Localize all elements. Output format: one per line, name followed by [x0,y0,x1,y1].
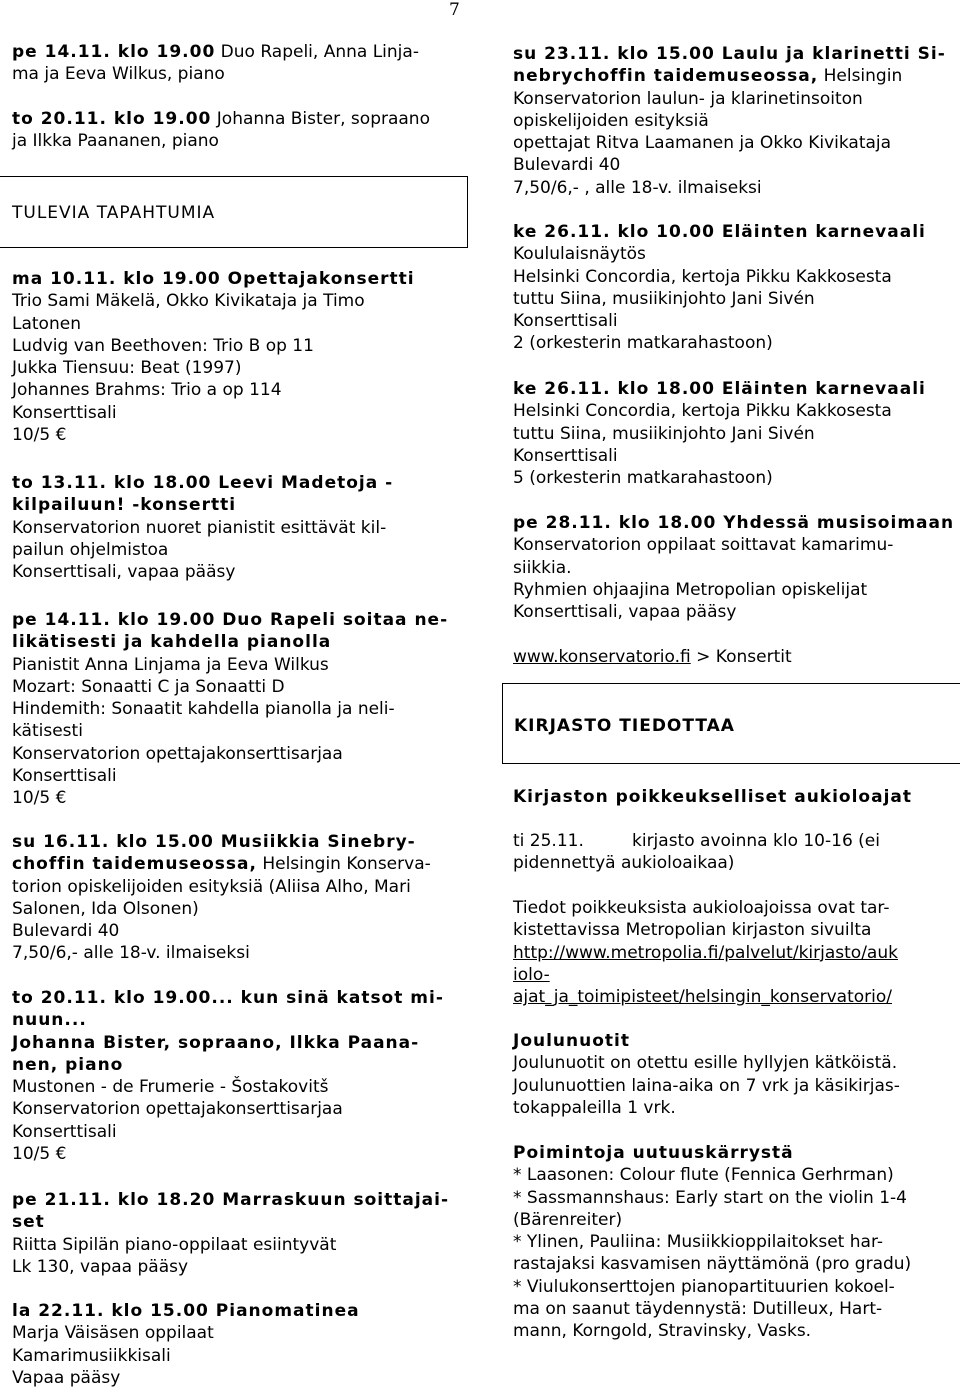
library-hours-title [513,786,912,808]
event-line: Riitta Sipilän piano-oppilaat esiintyvät [12,1234,337,1255]
event-line: Jukka Tiensuu: Beat (1997) [12,358,242,379]
event-line: Konservatorion laulun- ja klarinetinsoiton [513,88,863,109]
event-duo-rapeli [12,609,448,810]
event-title: la 22.11. klo 15.00 Pianomatinea [12,1301,360,1321]
event-venue: Konserttisali [12,402,117,423]
event-title: ke 26.11. klo 18.00 Eläinten karnevaali [513,379,926,399]
new-item: * Ylinen, Pauliina: Musiikkioppilaitokset har- [513,1232,883,1253]
joulunuotit [513,1030,900,1119]
upcoming-events-box [0,176,468,248]
joulu-text: tokappaleilla 1 vrk. [513,1097,676,1118]
event-line: Lk 130, vapaa pääsy [12,1256,189,1277]
event-price: 2 (orkesterin matkarahastoon) [513,333,773,354]
event-line: torion opiskelijoiden esityksiä (Aliisa Alho, Mari [12,876,411,897]
page-number: 7 [449,0,460,20]
intro-text-4: ja Ilkka Paananen, piano [12,130,219,151]
new-item: * Sassmannshaus: Early start on the violin 1-4 [513,1187,907,1208]
event-opettajakonsertti [12,268,415,446]
event-title: to 20.11. klo 19.00... kun sinä katsot mi- [12,988,444,1008]
new-item: * Viulukonserttojen pianopartituurien kokoel- [513,1276,895,1297]
event-line: kätisesti [12,721,83,742]
event-laulu-klarinetti [513,43,946,199]
event-line: siikkia. [513,557,572,578]
info-text: kistettavissa Metropolian kirjaston sivuilta [513,920,872,941]
event-price: 10/5 € [12,788,67,809]
event-line: Konservatorion oppilaat soittavat kamarimu- [513,535,894,556]
event-venue: Konserttisali, vapaa pääsy [513,602,737,623]
konservatorio-link[interactable]: www.konservatorio.fi [513,647,691,667]
event-price: 5 (orkesterin matkarahastoon) [513,468,773,489]
event-line: Konservatorion opettajakonserttisarjaa [12,743,343,764]
library-hours [513,830,880,875]
event-line: Helsinki Concordia, kertoja Pikku Kakkosesta [513,266,892,287]
event-title: ma 10.11. klo 19.00 Opettajakonsertti [12,269,415,289]
joulu-text: Joulunuotit on otettu esille hyllyjen kätköistä. [513,1053,898,1074]
event-title: Johanna Bister, sopraano, Ilkka Paana- [12,1032,420,1053]
event-marraskuun-soittajaiset [12,1189,449,1278]
library-info [513,897,898,1008]
event-line: Bulevardi 40 [12,921,120,942]
event-title: nebrychoffin taidemuseossa, [513,66,819,87]
new-item: rastajaksi kasvamisen näyttämönä (pro gradu) [513,1254,912,1275]
event-venue: Konserttisali [12,1121,117,1142]
event-venue: Konserttisali [12,766,117,787]
event-price: 10/5 € [12,1144,67,1165]
event-title: nuun... [12,1010,87,1031]
new-item: * Laasonen: Colour flute (Fennica Gerhrman) [513,1165,894,1186]
info-text: Tiedot poikkeuksista aukioloajoissa ovat tar- [513,898,890,918]
metropolia-link[interactable]: http://www.metropolia.fi/palvelut/kirjasto/auk [513,942,898,963]
event-line: Salonen, Ida Olsonen) [12,898,199,919]
event-title: pe 21.11. klo 18.20 Marraskuun soittajai- [12,1190,449,1210]
event-line: tuttu Siina, musiikinjohto Jani Sivén [513,423,815,444]
link-suffix: > Konsertit [690,647,792,667]
event-title: likätisesti ja kahdella pianolla [12,632,332,653]
event-line: Johannes Brahms: Trio a op 114 [12,380,282,401]
event-venue: Konserttisali [513,311,618,332]
event-line: Vapaa pääsy [12,1367,121,1388]
new-item: mann, Korngold, Stravinsky, Vasks. [513,1321,812,1342]
event-elainten-karnevaali-1 [513,221,926,355]
event-title: ke 26.11. klo 10.00 Eläinten karnevaali [513,222,926,242]
event-kun-sina-katsot [12,987,444,1165]
event-line: Koululaisnäytös [513,244,646,265]
intro-block [12,41,430,152]
event-sinebrychoff [12,831,431,965]
section-title: Joulunuotit [513,1031,631,1051]
uutuuskarry [513,1142,911,1343]
event-line: Helsingin [818,66,903,87]
event-line: Pianistit Anna Linjama ja Eeva Wilkus [12,654,329,675]
event-elainten-karnevaali-2 [513,378,926,489]
event-line: tuttu Siina, musiikinjohto Jani Sivén [513,288,815,309]
metropolia-link-cont[interactable]: ajat_ja_toimipisteet/helsingin_konservatorio/ [513,987,892,1008]
intro-text-2: ma ja Eeva Wilkus, piano [12,64,225,85]
hours-text: kirjasto avoinna klo 10-16 (ei [632,831,880,851]
event-title: pe 28.11. klo 18.00 Yhdessä musisoimaan [513,513,955,533]
intro-text-3: Johanna Bister, sopraano [211,108,430,129]
new-item: ma on saanut täydennystä: Dutilleux, Hart- [513,1299,883,1320]
event-price: 7,50/6,- alle 18-v. ilmaiseksi [12,943,250,964]
intro-date-1: pe 14.11. klo 19.00 [12,42,216,62]
event-line: Hindemith: Sonaatit kahdella pianolla ja neli- [12,699,395,720]
event-yhdessa-musisoimaan [513,512,954,623]
event-line: Kamarimusiikkisali [12,1345,171,1366]
event-line: Helsingin Konserva- [256,854,431,875]
event-line: Marja Väisäsen oppilaat [12,1323,214,1344]
event-line: opettajat Ritva Laamanen ja Okko Kivikataja [513,133,892,154]
event-line: Helsinki Concordia, kertoja Pikku Kakkosesta [513,401,892,422]
metropolia-link-cont[interactable]: iolo- [513,964,550,985]
event-title: su 16.11. klo 15.00 Musiikkia Sinebry- [12,832,416,852]
event-venue: Konserttisali [513,445,618,466]
event-title: nen, piano [12,1054,124,1075]
event-line: Ryhmien ohjaajina Metropolian opiskelijat [513,579,868,600]
event-line: Mozart: Sonaatti C ja Sonaatti D [12,676,285,697]
event-title: set [12,1212,45,1233]
event-line: Latonen [12,313,81,334]
intro-text-1: Duo Rapeli, Anna Linja- [215,42,419,62]
intro-date-2: to 20.11. klo 19.00 [12,108,212,129]
section-title: Poimintoja uutuuskärrystä [513,1143,794,1163]
joulu-text: Joulunuottien laina-aika on 7 vrk ja käsikirjas- [513,1075,900,1096]
event-line: Konservatorion nuoret pianistit esittävät kil- [12,517,387,538]
library-news-box [502,683,960,764]
event-venue: Konserttisali, vapaa pääsy [12,562,236,583]
event-madetoja [12,472,393,583]
upcoming-events-title: TULEVIA TAPAHTUMIA [12,203,216,223]
event-pianomatinea [12,1300,360,1389]
event-line: Trio Sami Mäkelä, Okko Kivikataja ja Timo [12,291,365,312]
event-title: kilpailuun! -konsertti [12,495,237,516]
event-line: pailun ohjelmistoa [12,539,169,560]
event-line: Ludvig van Beethoven: Trio B op 11 [12,335,314,356]
event-line: opiskelijoiden esityksiä [513,110,709,131]
event-title: to 13.11. klo 18.00 Leevi Madetoja - [12,473,394,493]
event-title: pe 14.11. klo 19.00 Duo Rapeli soitaa ne- [12,610,449,630]
hours-text: pidennettyä aukioloaikaa) [513,853,735,874]
konservatorio-link-line [513,646,792,668]
event-title: su 23.11. klo 15.00 Laulu ja klarinetti Si- [513,44,946,64]
hours-date: ti 25.11. [513,831,584,851]
event-title: choffin taidemuseossa, [12,854,257,875]
event-price: 7,50/6,- , alle 18-v. ilmaiseksi [513,177,762,198]
event-line: Bulevardi 40 [513,155,621,176]
section-title: Kirjaston poikkeukselliset aukioloajat [513,787,913,807]
new-item: (Bärenreiter) [513,1209,623,1230]
event-line: Konservatorion opettajakonserttisarjaa [12,1099,343,1120]
event-line: Mustonen - de Frumerie - Šostakovitš [12,1077,329,1098]
event-price: 10/5 € [12,425,67,446]
library-news-title: KIRJASTO TIEDOTTAA [514,716,735,736]
